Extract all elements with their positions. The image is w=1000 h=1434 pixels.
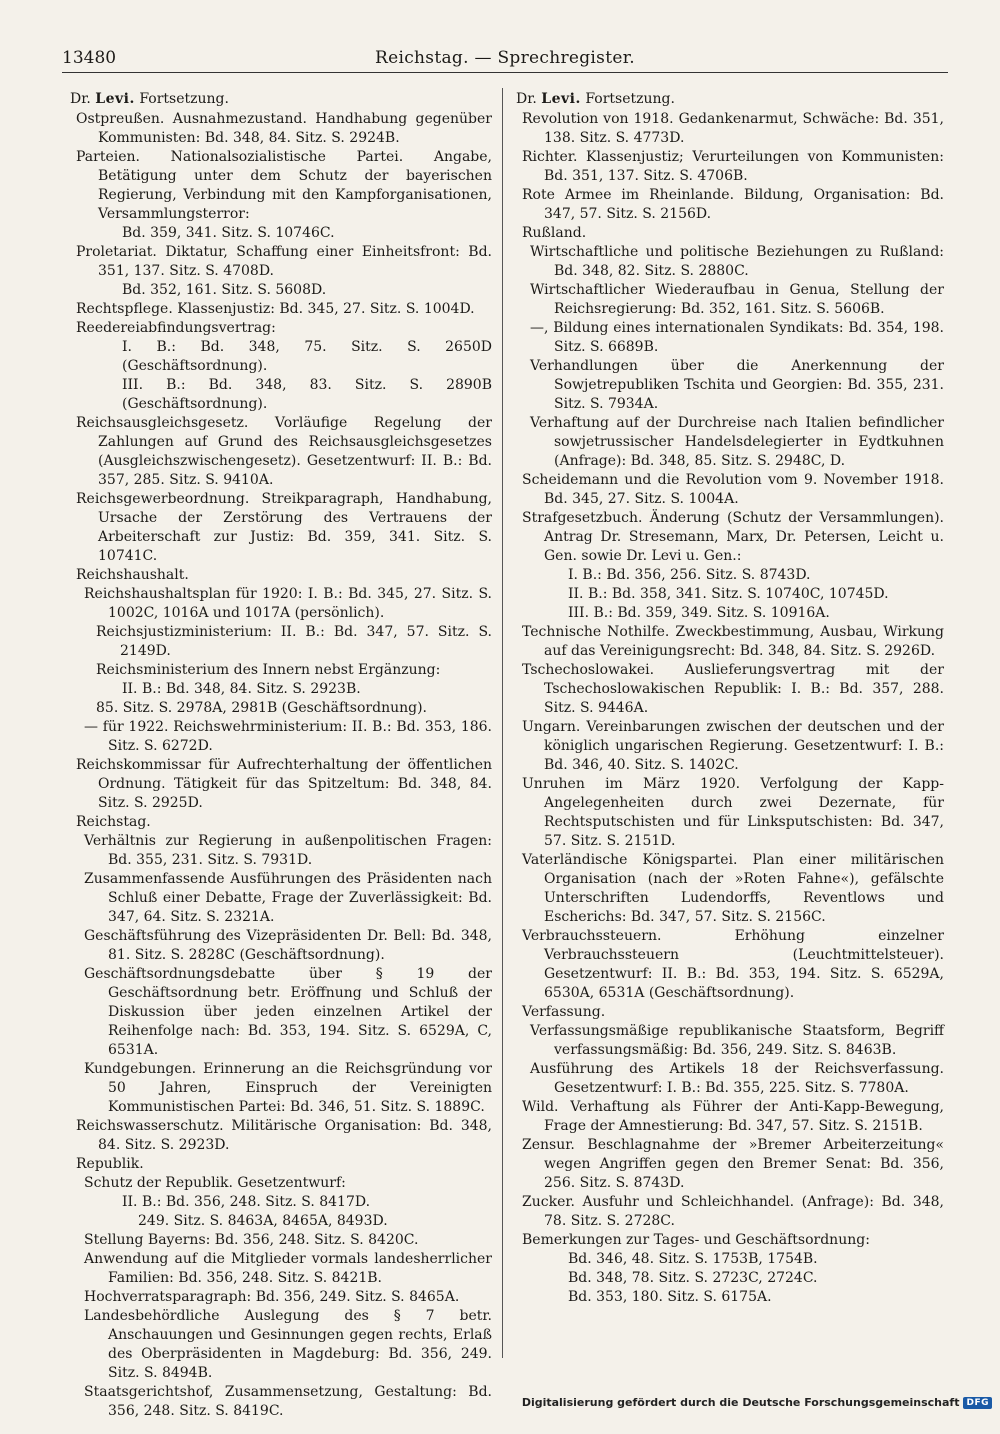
register-entry: Rechtspflege. Klassenjustiz: Bd. 345, 27. Sitz. S. 1004D. [76,301,475,317]
register-entry: Schutz der Republik. Gesetzentwurf: [84,1175,346,1191]
register-entry: Wild. Verhaftung als Führer der Anti-Kapp-Bewegung, Frage der Amnestierung: Bd. 347, 57. Sitz. S. 2151B. [522,1099,944,1134]
page-header [62,44,948,73]
register-entry: Verhandlungen über die Anerkennung der Sowjetrepubliken Tschita und Georgien: Bd. 355, 231. Sitz. S. 7934A. [530,358,944,412]
speaker-name: Levi. [541,91,581,107]
register-entry: Ostpreußen. Ausnahmezustand. Handhabung gegenüber Kommunisten: Bd. 348, 84. Sitz. S. 2924B. [76,111,492,146]
speaker-name: Levi. [95,91,135,107]
register-entry: Reedereiabfindungsvertrag: [76,320,276,336]
running-title: Reichstag. — Sprechregister. [375,48,635,68]
register-entry: Reichsausgleichsgesetz. Vorläufige Regelung der Zahlungen auf Grund des Reichsausgleichsgesetzes (Ausgleichszwischengesetz). Gesetzentwurf: II. B.: Bd. 357, 285. Sitz. S. 9410A. [76,415,492,488]
register-entry: Zucker. Ausfuhr und Schleichhandel. (Anfrage): Bd. 348, 78. Sitz. S. 2728C. [522,1194,944,1229]
register-entry: Reichswasserschutz. Militärische Organisation: Bd. 348, 84. Sitz. S. 2923D. [76,1118,492,1153]
register-entry: — für 1922. Reichswehrministerium: II. B.: Bd. 353, 186. Sitz. S. 6272D. [84,719,492,754]
register-entry: Rußland. [522,225,587,241]
register-entry: Reichstag. [76,814,151,830]
column-divider [502,88,503,1358]
register-entry: Anwendung auf die Mitglieder vormals landesherrlicher Familien: Bd. 356, 248. Sitz. S. 8421B. [84,1251,492,1286]
register-entry: Bd. 353, 180. Sitz. S. 6175A. [568,1289,772,1305]
column-heading: Dr. Levi. Fortsetzung. [516,91,675,107]
register-entry: Revolution von 1918. Gedankenarmut, Schwäche: Bd. 351, 138. Sitz. S. 4773D. [522,111,944,146]
register-entries [70,110,492,1421]
register-entry: Vaterländische Königspartei. Plan einer militärischen Organisation (nach der »Roten Fahne«), gefälschte Unterschriften Ludendorffs, Reventlows und Escherichs: Bd. 347, 57. Sitz. S. 2156C. [522,852,944,925]
register-entry: Rote Armee im Rheinlande. Bildung, Organisation: Bd. 347, 57. Sitz. S. 2156D. [522,187,944,222]
register-entry: Stellung Bayerns: Bd. 356, 248. Sitz. S. 8420C. [84,1232,419,1248]
register-entry: II. B.: Bd. 348, 84. Sitz. S. 2923B. [122,681,361,697]
register-entry: Technische Nothilfe. Zweckbestimmung, Ausbau, Wirkung auf das Vereinigungsrecht: Bd. 348, 84. Sitz. S. 2926D. [522,624,944,659]
right-column [516,90,944,1307]
register-entry: I. B.: Bd. 356, 256. Sitz. S. 8743D. [568,567,811,583]
register-entry: Reichshaushaltsplan für 1920: I. B.: Bd. 345, 27. Sitz. S. 1002C, 1016A und 1017A (persönlich). [84,586,492,621]
register-entry: II. B.: Bd. 356, 248. Sitz. S. 8417D. [122,1194,371,1210]
register-entry: Proletariat. Diktatur, Schaffung einer Einheitsfront: Bd. 351, 137. Sitz. S. 4708D. [76,244,492,279]
register-entry: Verfassung. [522,1004,606,1020]
register-entry: 249. Sitz. S. 8463A, 8465A, 8493D. [138,1213,388,1229]
register-entry: III. B.: Bd. 359, 349. Sitz. S. 10916A. [568,605,830,621]
register-entry: Staatsgerichtshof, Zusammensetzung, Gestaltung: Bd. 356, 248. Sitz. S. 8419C. [84,1384,492,1419]
register-entry: Richter. Klassenjustiz; Verurteilungen von Kommunisten: Bd. 351, 137. Sitz. S. 4706B. [522,149,944,184]
register-entry: Hochverratsparagraph: Bd. 356, 249. Sitz. S. 8465A. [84,1289,460,1305]
left-column [70,90,492,1421]
register-entry: 85. Sitz. S. 2978A, 2981B (Geschäftsordnung). [96,700,428,716]
register-entry: Bd. 348, 78. Sitz. S. 2723C, 2724C. [568,1270,818,1286]
register-entry: Geschäftsführung des Vizepräsidenten Dr. Bell: Bd. 348, 81. Sitz. S. 2828C (Geschäftsordnung). [84,928,492,963]
register-entry: Reichskommissar für Aufrechterhaltung der öffentlichen Ordnung. Tätigkeit für das Spitzeltum: Bd. 348, 84. Sitz. S. 2925D. [76,757,492,811]
register-entry: Reichsgewerbeordnung. Streikparagraph, Handhabung, Ursache der Zerstörung des Vertrauens der Arbeiterschaft zur Justiz: Bd. 359, 341. Sitz. S. 10741C. [76,491,492,564]
register-entry: Geschäftsordnungsdebatte über § 19 der Geschäftsordnung betr. Eröffnung und Schluß der Diskussion über jeden einzelnen Artikel der Reihenfolge nach: Bd. 353, 194. Sitz. S. 6529A, C, 6531A. [84,966,492,1058]
register-entry: Verfassungsmäßige republikanische Staatsform, Begriff verfassungsmäßig: Bd. 356, 249. Sitz. S. 8463B. [530,1023,944,1058]
column-heading: Dr. Levi. Fortsetzung. [70,91,229,107]
register-entry: Wirtschaftliche und politische Beziehungen zu Rußland: Bd. 348, 82. Sitz. S. 2880C. [530,244,944,279]
register-entry: Landesbehördliche Auslegung des § 7 betr. Anschauungen und Gesinnungen gegen rechts, Erlaß des Oberpräsidenten in Magdeburg: Bd. 356, 249. Sitz. S. 8494B. [84,1308,492,1381]
footer-credit [522,1396,992,1409]
register-entries [516,110,944,1307]
page-number: 13480 [62,48,117,68]
register-entry: Ausführung des Artikels 18 der Reichsverfassung. Gesetzentwurf: I. B.: Bd. 355, 225. Sitz. S. 7780A. [530,1061,944,1096]
register-entry: Verhaftung auf der Durchreise nach Italien befindlicher sowjetrussischer Handelsdelegierter in Eydtkuhnen (Anfrage): Bd. 348, 85. Sitz. S. 2948C, D. [530,415,944,469]
register-entry: Scheidemann und die Revolution vom 9. November 1918. Bd. 345, 27. Sitz. S. 1004A. [522,472,944,507]
register-entry: Tschechoslowakei. Auslieferungsvertrag mit der Tschechoslowakischen Republik: I. B.: Bd. 357, 288. Sitz. S. 9446A. [522,662,944,716]
register-entry: Zusammenfassende Ausführungen des Präsidenten nach Schluß einer Debatte, Frage der Zuverlässigkeit: Bd. 347, 64. Sitz. S. 2321A. [84,871,492,925]
register-entry: Reichshaushalt. [76,567,189,583]
register-entry: Bd. 359, 341. Sitz. S. 10746C. [122,225,335,241]
register-entry: I. B.: Bd. 348, 75. Sitz. S. 2650D (Geschäftsordnung). [122,339,492,374]
register-entry: Bemerkungen zur Tages- und Geschäftsordnung: [522,1232,870,1248]
register-entry: Republik. [76,1156,144,1172]
register-entry: II. B.: Bd. 358, 341. Sitz. S. 10740C, 10745D. [568,586,889,602]
register-entry: Bd. 346, 48. Sitz. S. 1753B, 1754B. [568,1251,818,1267]
register-entry: Kundgebungen. Erinnerung an die Reichsgründung vor 50 Jahren, Einspruch der Vereinigten Kommunistischen Partei: Bd. 346, 51. Sitz. S. 1889C. [84,1061,492,1115]
register-entry: Strafgesetzbuch. Änderung (Schutz der Versammlungen). Antrag Dr. Stresemann, Marx, Dr. Petersen, Leicht u. Gen. sowie Dr. Levi u. Gen.: [522,510,944,564]
register-entry: Wirtschaftlicher Wiederaufbau in Genua, Stellung der Reichsregierung: Bd. 352, 161. Sitz. S. 5606B. [530,282,944,317]
register-entry: Parteien. Nationalsozialistische Partei. Angabe, Betätigung unter dem Schutz der bayerischen Regierung, Verbindung mit den Kampforganisationen, Versammlungsterror: [76,149,492,222]
register-entry: —, Bildung eines internationalen Syndikats: Bd. 354, 198. Sitz. S. 6689B. [530,320,944,355]
register-entry: Zensur. Beschlagnahme der »Bremer Arbeiterzeitung« wegen Angriffen gegen den Bremer Senat: Bd. 356, 256. Sitz. S. 8743D. [522,1137,944,1191]
register-entry: Unruhen im März 1920. Verfolgung der Kapp-Angelegenheiten durch zwei Dezernate, für Rechtsputschisten und für Linksputschisten: Bd. 347, 57. Sitz. S. 2151D. [522,776,944,849]
register-entry: Verbrauchssteuern. Erhöhung einzelner Verbrauchssteuern (Leuchtmittelsteuer). Gesetzentwurf: II. B.: Bd. 353, 194. Sitz. S. 6529A, 6530A, 6531A (Geschäftsordnung). [522,928,944,1001]
register-entry: Reichsjustizministerium: II. B.: Bd. 347, 57. Sitz. S. 2149D. [96,624,492,659]
register-entry: Verhältnis zur Regierung in außenpolitischen Fragen: Bd. 355, 231. Sitz. S. 7931D. [84,833,492,868]
footer-text: Digitalisierung gefördert durch die Deutsche Forschungsgemeinschaft [521,1396,960,1409]
register-entry: Reichsministerium des Innern nebst Ergänzung: [96,662,441,678]
dfg-logo: DFG [963,1397,992,1409]
register-entry: Bd. 352, 161. Sitz. S. 5608D. [122,282,327,298]
register-entry: Ungarn. Vereinbarungen zwischen der deutschen und der königlich ungarischen Regierung. Gesetzentwurf: I. B.: Bd. 346, 40. Sitz. S. 1402C. [522,719,944,773]
register-entry: III. B.: Bd. 348, 83. Sitz. S. 2890B (Geschäftsordnung). [122,377,492,412]
